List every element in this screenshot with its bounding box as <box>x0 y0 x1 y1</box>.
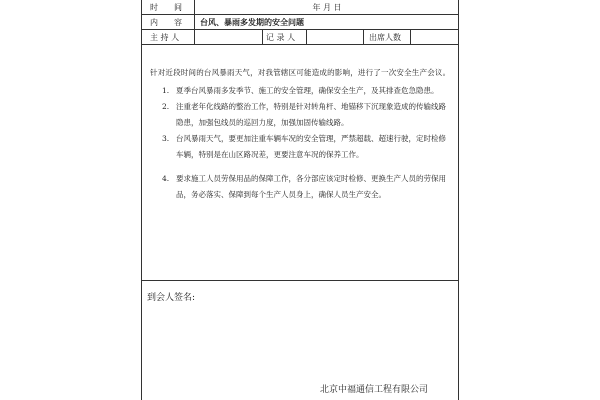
host-value <box>194 30 262 44</box>
item-number: 3. <box>162 134 170 143</box>
time-row <box>142 0 458 15</box>
meeting-record-form <box>141 0 459 400</box>
signature-label: 到会人签名: <box>147 293 196 303</box>
attendees-label: 出席人数 <box>369 32 401 42</box>
recorder-label: 记 录 人 <box>266 32 296 42</box>
meeting-topic: 台风、暴雨多发期的安全问题 <box>200 16 304 27</box>
item-text: 夏季台风暴雨多发季节、施工的安全管理，确保安全生产，及其排查危急隐患。 <box>176 86 439 95</box>
attendees-value <box>410 30 460 44</box>
item-number: 4. <box>162 174 170 183</box>
item-text: 台风暴雨天气，要更加注重车辆车况的安全管理，严禁超载、超速行驶，定时检修车辆，特别是在山区路况差，更要注意车况的保养工作。 <box>176 134 446 159</box>
content-label: 内 容 <box>150 17 182 27</box>
time-label: 时 间 <box>150 2 182 12</box>
item-number: 1. <box>162 86 170 95</box>
item-number: 2. <box>162 102 170 111</box>
recorder-value <box>306 30 362 44</box>
intro-paragraph: 针对近段时间的台风暴雨天气，对我管辖区可能造成的影响，进行了一次安全生产会议。 <box>150 68 451 77</box>
content-row <box>142 15 458 30</box>
meeting-content <box>142 45 458 281</box>
host-label: 主 持 人 <box>150 32 180 42</box>
participants-row <box>142 30 458 45</box>
company-name: 北京中福通信工程有限公司 <box>319 385 428 395</box>
item-text: 注重老年化线路的整治工作，特别是针对转角杆、地锚移下沉现象造成的传输线路隐患，加强包线员的巡回力度，加强加固传输线路。 <box>176 102 446 127</box>
item-text: 要求施工人员劳保用品的保障工作，各分部应该定时检修、更换生产人员的劳保用品，务必落实、保障到每个生产人员身上，确保人员生产安全。 <box>176 174 446 199</box>
date-value: 年 月 日 <box>312 2 342 12</box>
